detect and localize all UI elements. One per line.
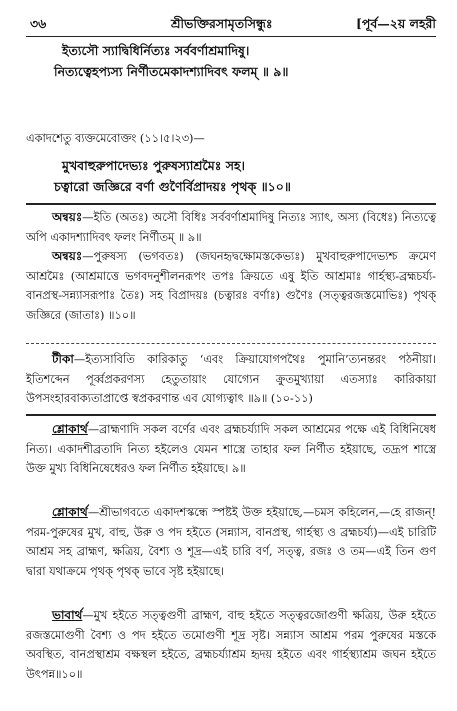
verse-9-line-1: ইত্যসৌ স্যাদ্বিধির্নিত্যঃ সর্ববর্ণাশ্রমাদিষু। xyxy=(62,43,250,58)
bhavartha xyxy=(26,606,436,684)
anvaya-10 xyxy=(26,247,436,325)
anvaya-9-text: —ইতি (অতঃ) অসৌ বিধিঃ সর্ববর্ণাশ্রমাদিষু নিত্যঃ স্যাৎ, অস্য (বিধেঃ) নিত্যত্বে অপি একাদশ্যাদিবৎ ফলং নির্ণীতম্ ॥ ৯॥ xyxy=(26,211,436,244)
anvaya-10-label: অন্বয়ঃ xyxy=(52,249,83,263)
shlokartha-10 xyxy=(26,503,436,581)
tika-text: —ইত্যসাবিতি কারিকাতু ‘এবং ক্রিয়াযোগপথৈঃ পুমানি’ত্যনন্তরং পঠনীয়া। ইতিশব্দেন পূর্ব্বপ্রকরণস্য হেতুতায়াং যোগ্যেন ক্রুতমুখ্যায়া এতস্যাঃ কারিকায়া উপসংহারবাক্যতাপ্রাপ্তে স্বপ্রকরণান্ত এব যোগ্যত্বাৎ ॥৯॥ (১০-১১) xyxy=(26,353,436,405)
anvaya-9 xyxy=(26,208,436,247)
verse-9-line-2: নিত্যত্বেহপ্যস্য নির্ণীতমেকাদশ্যাদিবৎ ফলম্ ॥ ৯॥ xyxy=(54,64,289,79)
anvaya-9-label: অন্বয়ঃ xyxy=(52,210,83,224)
shlokartha-9-text: —ব্রাহ্মণাদি সকল বর্ণের এবং ব্রহ্মচর্য্যাদি সকল আশ্রমের পক্ষে এই বিধিনিষেধ নিত্য। একাদশীব্রতাদি নিত্য হইলেও যেমন শাস্ত্রে তাহার ফল নির্ণীত হইয়াছে, তদ্রূপ শাস্ত্রে উক্ত মুখ্য বিধিনিষেধেরও ফল নির্ণীত হইয়াছে। ৯॥ xyxy=(26,423,436,475)
verse-10-line-2: চত্বারো জজ্ঞিরে বর্ণা গুণৈর্বিপ্রাদয়ঃ পৃথক্ ॥১০॥ xyxy=(54,179,291,194)
verse-10-line-1: মুখবাহুরুপাদেভ্যঃ পুরুষস্যাশ্রমৈঃ সহ। xyxy=(62,158,246,173)
page-header xyxy=(26,14,436,34)
book-title: শ্রীভক্তিরসামৃতসিন্ধুঃ xyxy=(171,16,273,31)
tika-rule xyxy=(26,343,436,344)
verse-9 xyxy=(26,40,436,82)
bhavartha-label: ভাবার্থ xyxy=(52,608,83,622)
shlokartha-10-label: শ্লোকার্থ xyxy=(52,505,88,519)
shlokartha-10-text: —শ্রীভাগবতে একাদশস্কন্ধে স্পষ্টই উক্ত হইয়াছে,—চমস কহিলেন,—হে রাজন্! পরম-পুরুষের মুখ, বাহু, উরু ও পদ হইতে (সন্ন্যাস, বানপ্রস্থ, গার্হস্থ্য ও ব্রহ্মচর্য্য)—এই চারিটি আশ্রম সহ ব্রাহ্মণ, ক্ষত্রিয়, বৈশ্য ও শূদ্র—এই চারি বর্ণ, সত্ত্ব, রজঃ ও তম—এই তিন গুণ দ্বারা যথাক্রমে পৃথক্ পৃথক্ ভাবে সৃষ্ট হইয়াছে। xyxy=(26,506,436,578)
intro-line: একাদশেতু ব্যক্তমেবোক্তং (১১।৫।২৩)— xyxy=(26,132,205,145)
section-label: [পূর্ব—২য় লহরী xyxy=(355,16,436,31)
verse-10 xyxy=(26,155,436,197)
bhavartha-text: —মুখ হইতে সত্ত্বগুণী ব্রাহ্মণ, বাহু হইতে সত্ত্বরজোগুণী ক্ষত্রিয়, উরু হইতে রজস্তমোগুণী বৈশ্য ও পদ হইতে তমোগুণী শূদ্র সৃষ্ট। সন্ন্যাস আশ্রম পরম পুরুষের মস্তকে অবস্থিত, বানপ্রস্থাশ্রম বক্ষস্থল হইতে, ব্রহ্মচর্য্যাশ্রম হৃদয় হইতে এবং গার্হস্থ্যাশ্রম জঘন হইতে উৎপন্ন॥১০॥ xyxy=(26,609,436,681)
commentary-rule xyxy=(26,414,436,416)
header-rule xyxy=(26,36,436,37)
shlokartha-9 xyxy=(26,420,436,479)
tika-label: টীকা xyxy=(52,352,74,366)
section-rule xyxy=(26,203,436,205)
shlokartha-9-label: শ্লোকার্থ xyxy=(52,422,88,436)
anvaya-10-text: —পুরুষস্য (ভগবতঃ) (জঘনহৃদ্বক্ষোমস্তকেভ্যঃ) মুখবাহুরুপাদেভ্যশ্চ ক্রমেণ আশ্রমৈঃ (আশ্রমাত্তে ভগবদনুশীলনরূপং তপঃ ক্রিয়তে এষু ইতি আশ্রমাঃ গার্হস্থ্য-ব্রহ্মচর্য্য-বানপ্রস্থ-সন্ন্যাসরূপাঃ তৈঃ) সহ বিপ্রাদয়ঃ (চত্বারঃ বর্ণাঃ) গুণৈঃ (সত্ত্বরজস্তমোভিঃ) পৃথক্ জজ্ঞিরে (জাতাঃ) ॥১০॥ xyxy=(26,250,436,322)
page-number: ৩৬ xyxy=(30,16,47,31)
tika xyxy=(26,350,436,409)
